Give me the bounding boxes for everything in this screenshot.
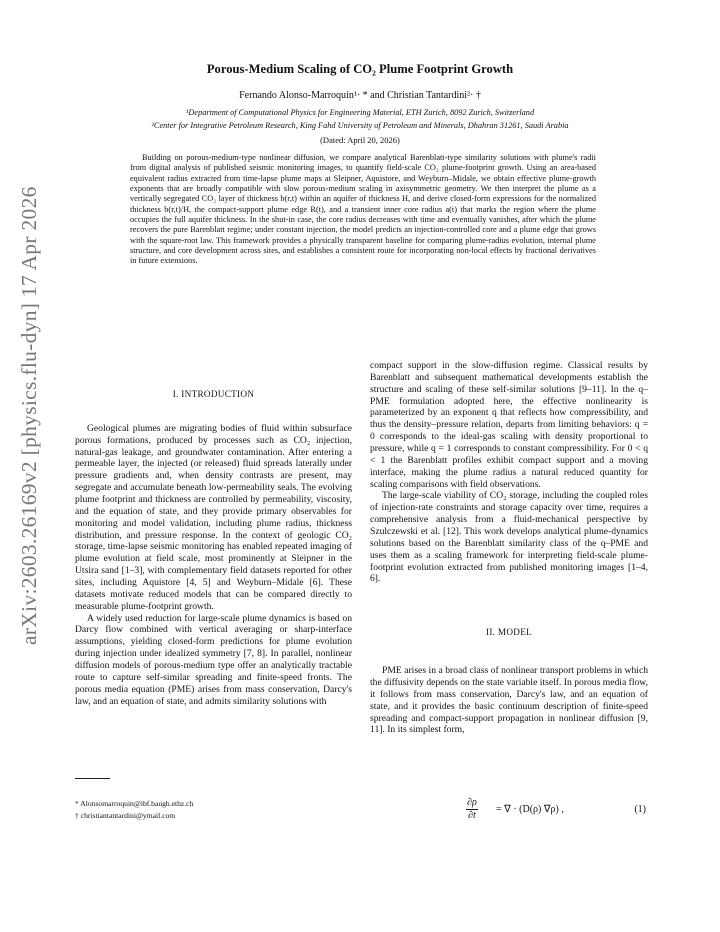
model-paragraph-1: PME arises in a broad class of nonlinear transport problems in which the diffusivity depends on the state variable itself. In porous media flow, it follows from mass conservation, Darcy's law, and an equation of state, and it provides the basic continuum description of finite-speed spreading and compact-support propagation in nonlinear diffusion [9, 11]. In its simplest form, — [370, 665, 648, 736]
footnote-2: † christiantantardini@ymail.com — [75, 811, 176, 820]
intro-paragraph-3: compact support in the slow-diffusion regime. Classical results by Barenblatt and subsequent mathematical developments establish the structure and scaling of these self-similar solutions [9–11]. In the q–PME formulation adopted here, the effective nonlinearity is parameterized by an exponent q that reflects how compressibility, and thus the density–pressure relation, departs from limiting behaviors: q = 0 corresponds to the ideal-gas scaling with density proportional to pressure, while q = 1 corresponds to constant compressibility. For 0 < q < 1 the Barenblatt profiles exhibit compact support and a moving interface, making the plume radius a natural reduced quantity for scaling comparisons with field observations. — [370, 360, 648, 490]
equation-rhs: = ∇ · (D(ρ) ∇ρ) , — [496, 804, 564, 815]
section-heading-model: II. MODEL — [485, 627, 533, 638]
intro-paragraph-4: The large-scale viability of CO₂ storage, including the coupled roles of injection-rate constraints and storage capacity over time, requires a comprehensive analysis from a fluid-mechanical perspective by Szulczewski et al. [12]. This work develops analytical plume-dynamics solutions based on the Barenblatt similarity class of the q–PME and uses them as a scaling framework for interpreting field-scale plume-footprint evolution extracted from published monitoring images [1–4, 6]. — [370, 490, 648, 585]
left-column — [75, 389, 352, 707]
intro-paragraph-2: A widely used reduction for large-scale plume dynamics is based on Darcy flow combined with vertical averaging or sharp-interface assumptions, yielding closed-form predictions for plume evolution during injection under idealized symmetry [7, 8]. In parallel, nonlinear diffusion models of porous-medium type offer an analytically tractable route to capture self-similar spreading and finite-speed fronts. The porous media equation (PME) arises from mass conservation, Darcy's law, and an equation of state, and admits similarity solutions with — [75, 612, 352, 707]
affiliation-2: ²Center for Integrative Petroleum Research, King Fahd University of Petroleum and Minerals, Dhahran 31261, Saudi Arabia — [151, 121, 569, 130]
affiliation-1: ¹Department of Computational Physics for Engineering Material, ETH Zurich, 8092 Zurich, Switzerland — [185, 108, 535, 117]
footnote-rule — [75, 778, 110, 779]
equation-denominator: ∂t — [468, 810, 476, 821]
intro-paragraph-1: Geological plumes are migrating bodies of fluid within subsurface porous formations, produced by processes such as CO₂ injection, natural-gas leakage, and groundwater contamination. After entering a permeable layer, the injected (or released) fluid spreads laterally under pressure gradients and, when density contrasts are present, may segregate and accumulate beneath low-permeability seals. The evolving plume footprint and thickness are controlled by permeability, viscosity, and the equation of state, and they provide primary observables for monitoring and model validation, including plume radius, thickness distribution, and pressure response. In the context of geologic CO₂ storage, time-lapse seismic monitoring has enabled repeated imaging of plume evolution at field scale, most prominently at Sleipner in the Utsira sand [1–3], with complementary field datasets reported for other sites, including Aquistore [4, 5] and Weyburn–Midale [6]. These datasets motivate reduced models that can be compared directly to measurable plume-footprint growth. — [75, 422, 352, 612]
paper-title: Porous-Medium Scaling of CO₂ Plume Footprint Growth — [206, 62, 514, 76]
footnote-1: * Alonsomarroquin@ibf.baugh.ethz.ch — [75, 799, 194, 808]
arxiv-identifier: arXiv:2603.26169v2 [physics.flu-dyn] 17 Apr 2026 — [17, 186, 41, 645]
equation-number: (1) — [634, 804, 646, 815]
abstract: Building on porous-medium-type nonlinear diffusion, we compare analytical Barenblatt-type similarity solutions with plume's radii from digital analysis of published seismic monitoring images, to quantify field-scale CO₂ plume-footprint growth. Using an area-based equivalent radius extracted from time-lapse plume maps at Sleipner, Aquistore, and Weyburn–Midale, we obtain effective plume-growth exponents that are broadly compatible with slow porous-medium scaling in axisymmetric geometry. We then interpret the plume as a vertically segregated CO₂ layer of thickness b(r,t) within an aquifer of thickness H, and derive closed-form expressions for the normalized thickness b(r,t)/H, the compact-support plume edge R(t), and a transient inner core radius a(t) that marks the region where the plume occupies the full aquifer thickness. In the shut-in case, the core radius decreases with time and eventually vanishes, after which the plume recovers the pure Barenblatt regime; under constant injection, the model predicts an injection-controlled core and a plume edge that grows with the square-root law. This framework provides a physically transparent baseline for comparing plume-radius evolution, internal plume structure, and core development across sites, and establishes a consistent route for incorporating non-local effects by fractional derivatives in future extensions. — [130, 153, 596, 266]
date: (Dated: April 20, 2026) — [320, 135, 400, 145]
equation-numerator: ∂ρ — [467, 797, 477, 808]
right-column — [370, 360, 648, 736]
authors: Fernando Alonso-Marroquín¹· * and Christian Tantardini²· † — [239, 90, 481, 101]
equation-fraction — [466, 797, 478, 822]
section-heading-introduction: I. INTRODUCTION — [172, 389, 255, 399]
